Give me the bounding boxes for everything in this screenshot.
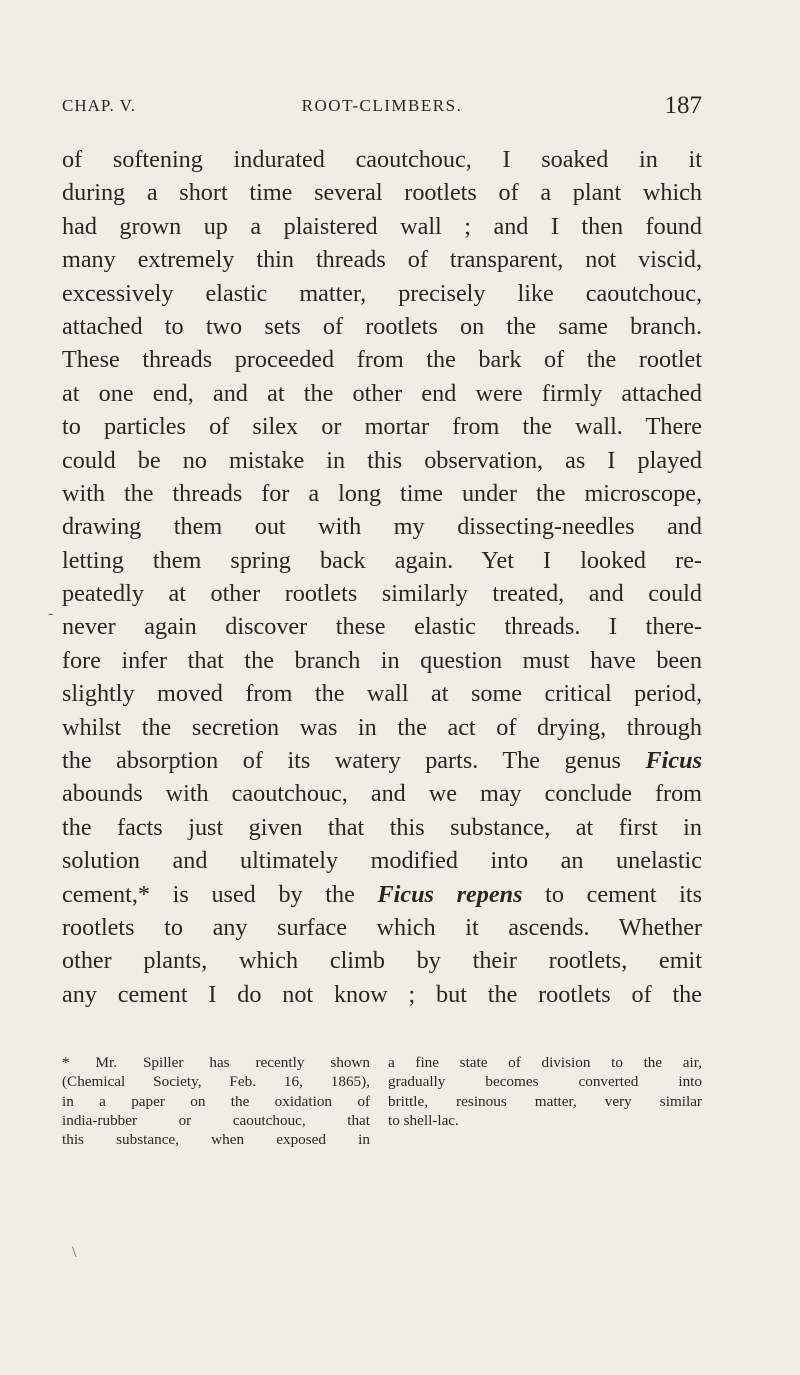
text-line: fore infer that the branch in question must have been bbox=[62, 646, 702, 674]
footnote-line: to shell-lac. bbox=[388, 1111, 459, 1129]
text-line: rootlets to any surface which it ascends. Whether bbox=[62, 913, 702, 941]
text-line: of softening indurated caoutchouc, I soaked in it bbox=[62, 146, 702, 173]
italic-genus-name: Ficus bbox=[645, 747, 702, 775]
text-line: with the threads for a long time under the microscope, bbox=[62, 479, 702, 507]
footnote-line: this substance, when exposed in bbox=[62, 1131, 370, 1149]
text-line: had grown up a plaistered wall ; and I then found bbox=[62, 212, 702, 240]
text-line: abounds with caoutchouc, and we may conclude from bbox=[62, 780, 702, 808]
text-line: cement,* is used by the Ficus repens to cement its bbox=[62, 880, 702, 908]
text-line: whilst the secretion was in the act of drying, through bbox=[62, 713, 702, 741]
text-line: could be no mistake in this observation, as I played bbox=[62, 446, 702, 474]
text-line: letting them spring back again. Yet I looked re- bbox=[62, 546, 702, 574]
text-line: These threads proceeded from the bark of the rootlet bbox=[62, 346, 702, 374]
running-title: ROOT-CLIMBERS. bbox=[301, 96, 463, 115]
chapter-label: CHAP. V. bbox=[62, 96, 136, 115]
italic-genus-name: Ficus repens bbox=[377, 880, 523, 908]
text-line: slightly moved from the wall at some critical period, bbox=[62, 680, 702, 708]
margin-mark-tick: \ bbox=[72, 1244, 77, 1261]
text-line: many extremely thin threads of transparent, not viscid, bbox=[62, 246, 702, 274]
footnote-line: gradually becomes converted into bbox=[388, 1073, 702, 1091]
body-text bbox=[62, 143, 702, 1011]
text-line: never again discover these elastic threads. I there- bbox=[62, 613, 702, 641]
footnote-line: * Mr. Spiller has recently shown bbox=[62, 1054, 370, 1071]
text-line: peatedly at other rootlets similarly treated, and could bbox=[62, 580, 702, 608]
text-line: attached to two sets of rootlets on the same branch. bbox=[62, 312, 702, 340]
footnote-left-column bbox=[62, 1053, 370, 1149]
text-line: during a short time several rootlets of a plant which bbox=[62, 179, 702, 207]
footnote-line: in a paper on the oxidation of bbox=[62, 1092, 370, 1110]
text-line: solution and ultimately modified into an unelastic bbox=[62, 847, 702, 875]
margin-mark-dash: - bbox=[48, 605, 54, 622]
text-line: any cement I do not know ; but the rootlets of the bbox=[62, 980, 702, 1008]
text-line: the facts just given that this substance, at first in bbox=[62, 813, 702, 841]
text-line: other plants, which climb by their rootlets, emit bbox=[62, 947, 702, 975]
text-line: at one end, and at the other end were firmly attached bbox=[62, 379, 702, 407]
footnote-line: a fine state of division to the air, bbox=[388, 1054, 702, 1071]
footnote-line: (Chemical Society, Feb. 16, 1865), bbox=[62, 1073, 370, 1091]
text-line: excessively elastic matter, precisely like caoutchouc, bbox=[62, 279, 702, 307]
footnote bbox=[62, 1053, 702, 1173]
text-line: drawing them out with my dissecting-needles and bbox=[62, 513, 702, 541]
text-line: to particles of silex or mortar from the wall. There bbox=[62, 413, 702, 441]
footnote-line: brittle, resinous matter, very similar bbox=[388, 1092, 702, 1110]
text-line: the absorption of its watery parts. The genus Ficus bbox=[62, 747, 702, 775]
footnote-line: india-rubber or caoutchouc, that bbox=[62, 1111, 370, 1129]
running-header bbox=[62, 92, 702, 120]
page-number: 187 bbox=[664, 92, 702, 119]
footnote-right-column bbox=[388, 1053, 702, 1130]
